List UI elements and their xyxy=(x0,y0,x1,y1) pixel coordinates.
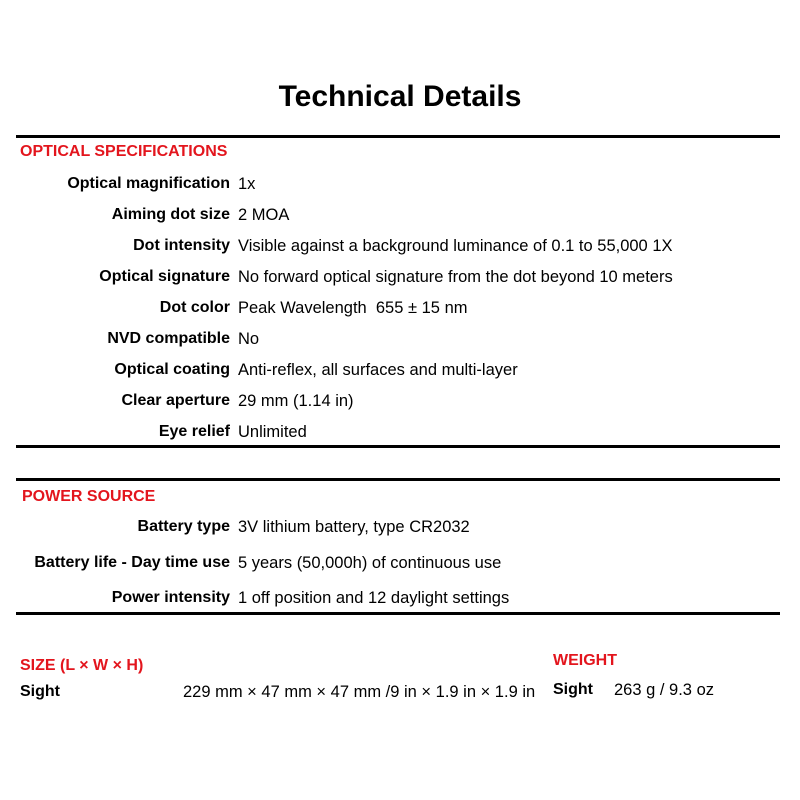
size-heading: SIZE (L × W × H) xyxy=(20,657,144,674)
spec-label-battery-type: Battery type xyxy=(137,518,230,535)
spec-label-battery-life: Battery life - Day time use xyxy=(34,554,230,571)
size-sight-value: 229 mm × 47 mm × 47 mm /9 in × 1.9 in × 1.9 in xyxy=(183,683,536,701)
divider-power-start xyxy=(16,478,780,481)
spec-value-battery-type: 3V lithium battery, type CR2032 xyxy=(238,518,470,536)
weight-heading: WEIGHT xyxy=(553,652,617,669)
spec-label-dot-color: Dot color xyxy=(159,299,230,316)
spec-label-clear-aperture: Clear aperture xyxy=(121,392,230,409)
spec-label-dot-intensity: Dot intensity xyxy=(133,237,230,254)
weight-sight-value: 263 g / 9.3 oz xyxy=(614,681,714,699)
size-sight-label: Sight xyxy=(20,683,60,700)
divider-optical-end xyxy=(16,445,780,448)
spec-label-aiming-dot-size: Aiming dot size xyxy=(111,206,230,223)
spec-value-eye-relief: Unlimited xyxy=(238,423,307,441)
power-source-heading: POWER SOURCE xyxy=(22,488,156,505)
spec-value-dot-color: Peak Wavelength 655 ± 15 nm xyxy=(238,299,468,317)
spec-value-optical-magnification: 1x xyxy=(238,175,256,193)
spec-value-aiming-dot-size: 2 MOA xyxy=(238,206,290,224)
spec-value-nvd-compatible: No xyxy=(238,330,260,348)
spec-value-optical-coating: Anti-reflex, all surfaces and multi-layer xyxy=(238,361,518,379)
spec-label-nvd-compatible: NVD compatible xyxy=(107,330,230,347)
spec-value-optical-signature: No forward optical signature from the dot beyond 10 meters xyxy=(238,268,673,286)
spec-value-power-intensity: 1 off position and 12 daylight settings xyxy=(238,589,510,607)
divider-power-end xyxy=(16,612,780,615)
spec-value-battery-life: 5 years (50,000h) of continuous use xyxy=(238,554,502,572)
spec-value-dot-intensity: Visible against a background luminance of 0.1 to 55,000 1X xyxy=(238,237,673,255)
spec-label-optical-magnification: Optical magnification xyxy=(67,175,230,192)
spec-label-optical-coating: Optical coating xyxy=(114,361,230,378)
spec-label-power-intensity: Power intensity xyxy=(111,589,230,606)
divider-top xyxy=(16,135,780,138)
weight-sight-label: Sight xyxy=(553,681,593,698)
spec-value-clear-aperture: 29 mm (1.14 in) xyxy=(238,392,354,410)
optical-specifications-heading: OPTICAL SPECIFICATIONS xyxy=(20,143,228,160)
spec-label-eye-relief: Eye relief xyxy=(158,423,230,440)
page-title: Technical Details xyxy=(278,80,522,113)
spec-label-optical-signature: Optical signature xyxy=(99,268,230,285)
